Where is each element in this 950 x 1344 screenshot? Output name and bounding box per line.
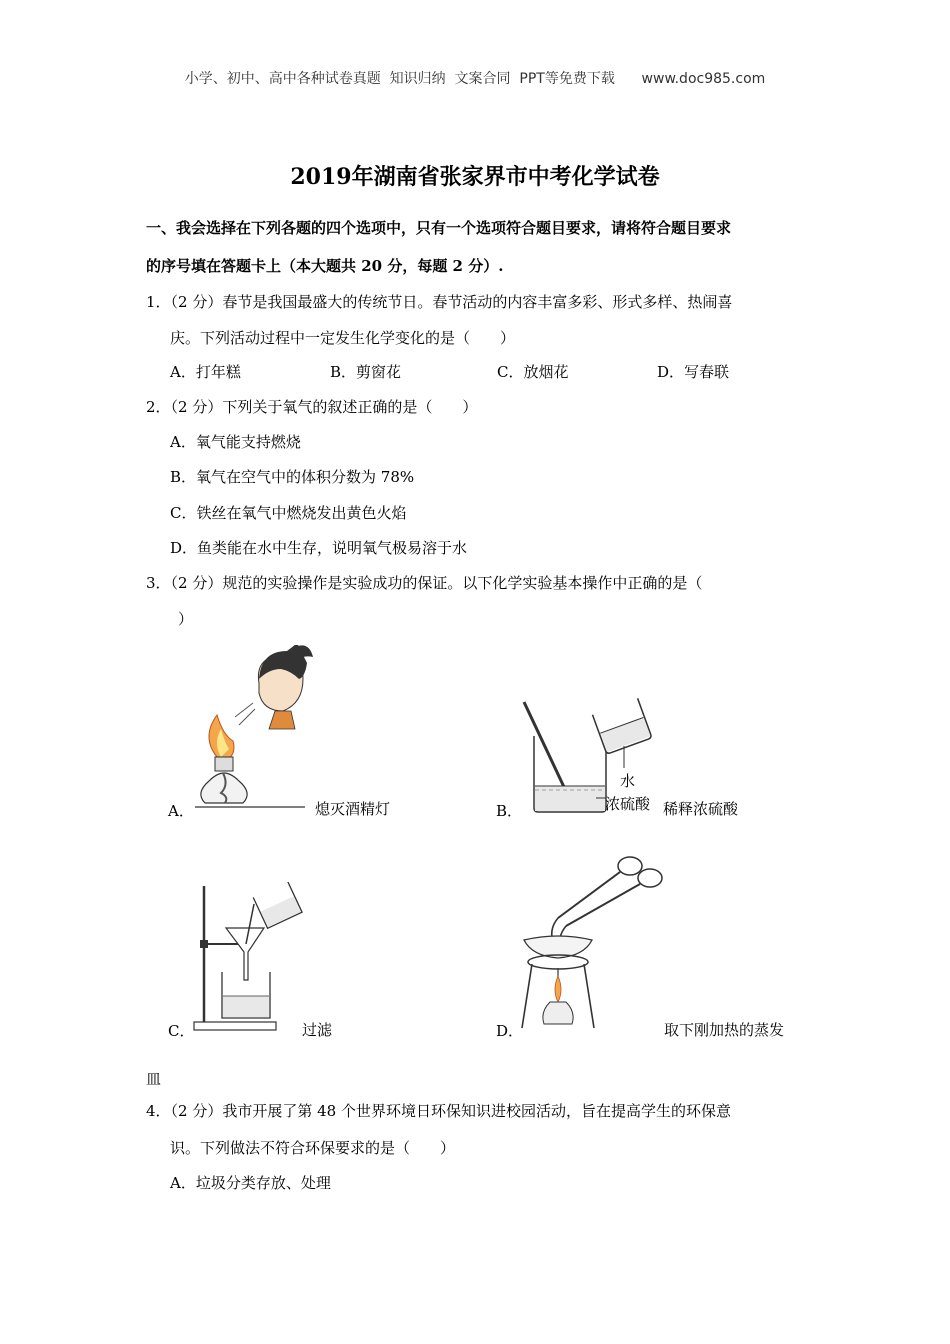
q4-option-a: A．垃圾分类存放、处理 xyxy=(170,1174,331,1192)
q3-b-label-water: 水 xyxy=(620,772,636,790)
q1-option-d: D．写春联 xyxy=(657,363,730,381)
exam-title: 2019年湖南省张家界市中考化学试卷 xyxy=(290,164,660,190)
q1-option-a: A．打年糕 xyxy=(170,363,241,381)
q3-option-d-letter: D． xyxy=(496,1022,524,1040)
figure-c-filtration xyxy=(192,882,307,1032)
q3-option-c-letter: C． xyxy=(168,1022,195,1040)
q3-option-a-caption: 熄灭酒精灯 xyxy=(315,800,391,818)
q1-stem-line1: 1．（2 分）春节是我国最盛大的传统节日。春节活动的内容丰富多彩、形式多样、热闹喜 xyxy=(146,293,733,311)
section-instruction-line2: 的序号填在答题卡上（本大题共 20 分，每题 2 分）. xyxy=(146,257,504,275)
q3-option-b-letter: B． xyxy=(496,802,523,820)
q3-stem-line2: ） xyxy=(178,610,194,628)
q2-option-b: B．氧气在空气中的体积分数为 78% xyxy=(170,468,415,486)
q3-option-d-caption-continued: 皿 xyxy=(146,1070,162,1088)
q1-option-b: B．剪窗花 xyxy=(330,363,402,381)
q3-b-label-acid: 浓硫酸 xyxy=(605,795,651,813)
q3-stem-line1: 3．（2 分）规范的实验操作是实验成功的保证。以下化学实验基本操作中正确的是（ xyxy=(146,574,703,592)
q2-option-c: C．铁丝在氧气中燃烧发出黄色火焰 xyxy=(170,504,407,522)
q4-stem-line1: 4．（2 分）我市开展了第 48 个世界环境日环保知识进校园活动，旨在提高学生的环保意 xyxy=(146,1102,731,1120)
figure-a-blow-out-lamp xyxy=(195,645,315,815)
section-instruction-line1: 一、我会选择在下列各题的四个选项中，只有一个选项符合题目要求，请将符合题目要求 xyxy=(146,219,732,237)
q1-option-c: C．放烟花 xyxy=(497,363,569,381)
q4-stem-line2: 识。下列做法不符合环保要求的是（ ） xyxy=(170,1139,456,1157)
figure-d-evaporating-dish xyxy=(518,852,666,1032)
q3-option-b-caption: 稀释浓硫酸 xyxy=(663,800,739,818)
q3-option-a-letter: A． xyxy=(168,802,194,820)
q3-option-d-caption: 取下刚加热的蒸发 xyxy=(664,1021,785,1039)
q3-option-c-caption: 过滤 xyxy=(302,1021,333,1039)
q2-option-a: A．氧气能支持燃烧 xyxy=(170,433,301,451)
page-header: 小学、初中、高中各种试卷真题 知识归纳 文案合同 PPT等免费下载 www.doc985.com xyxy=(184,71,766,87)
q2-stem: 2．（2 分）下列关于氧气的叙述正确的是（ ） xyxy=(146,398,478,416)
q2-option-d: D．鱼类能在水中生存，说明氧气极易溶于水 xyxy=(170,539,468,557)
q1-stem-line2: 庆。下列活动过程中一定发生化学变化的是（ ） xyxy=(170,329,516,347)
